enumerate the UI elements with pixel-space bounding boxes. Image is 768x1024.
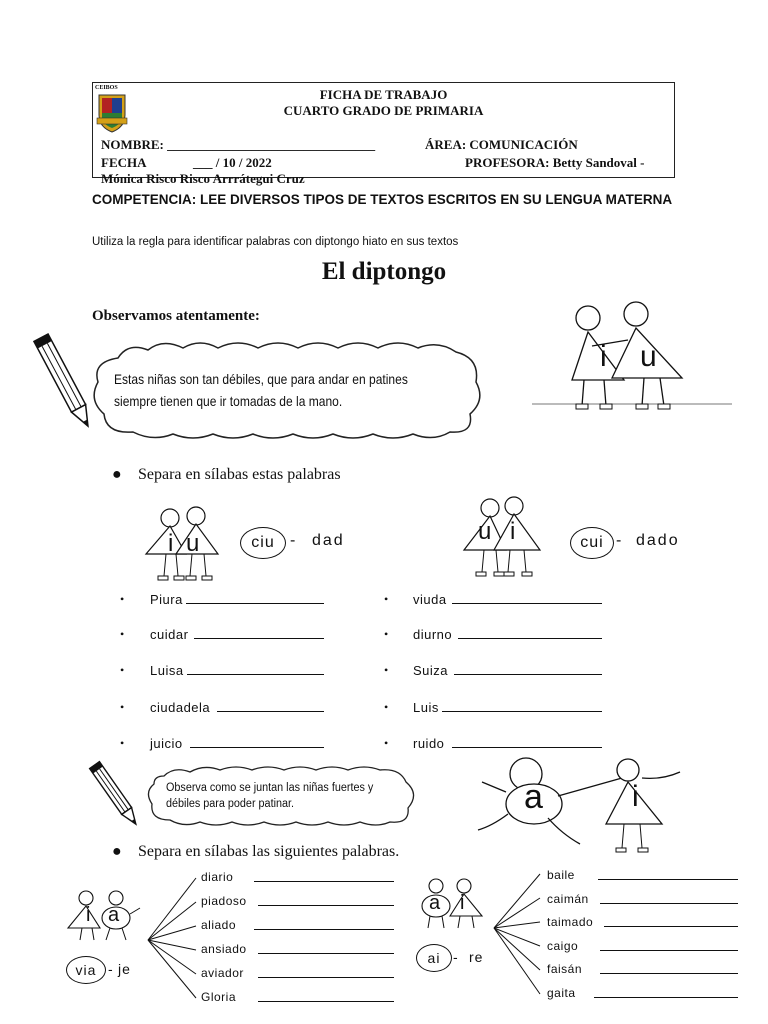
- list-bullet: •: [120, 627, 125, 641]
- list-item: diario: [201, 870, 234, 884]
- answer-line[interactable]: [458, 628, 602, 639]
- answer-line[interactable]: [452, 737, 602, 748]
- letter-i: i: [510, 518, 516, 545]
- answer-line[interactable]: [442, 701, 602, 712]
- word: Piura: [150, 592, 183, 607]
- page-title: El diptongo: [321, 258, 447, 285]
- list-item: baile: [547, 868, 575, 882]
- name-field-label: NOMBRE: ________________________________: [101, 137, 376, 152]
- answer-line[interactable]: [258, 991, 394, 1002]
- list-item: [413, 736, 444, 751]
- letter-u: u: [186, 530, 200, 557]
- crest-label: CEIBOS: [95, 85, 118, 91]
- answer-line[interactable]: [254, 919, 394, 930]
- answer-line[interactable]: [254, 871, 394, 882]
- syllable-dash: -: [453, 949, 458, 965]
- list-item: aviador: [201, 966, 244, 980]
- list-item: [150, 592, 183, 607]
- list-bullet: •: [384, 663, 389, 677]
- list-item: gaita: [547, 986, 576, 1000]
- answer-line[interactable]: [600, 940, 738, 951]
- syllable-oval: via: [66, 956, 106, 984]
- answer-line[interactable]: [598, 869, 738, 880]
- syllable-oval: ciu: [240, 527, 286, 559]
- answer-line[interactable]: [600, 963, 738, 974]
- letter-a: a: [108, 904, 120, 926]
- syllable-rest: dado: [636, 532, 680, 549]
- word: cuidar: [150, 627, 189, 642]
- list-bullet: •: [384, 700, 389, 714]
- girls-ui-illustration: [460, 494, 544, 580]
- list-item: [150, 700, 210, 715]
- letter-i: i: [460, 892, 465, 914]
- list-item: faisán: [547, 962, 583, 976]
- syllable-rest: re: [469, 949, 484, 965]
- syllable-dash: -: [616, 532, 622, 549]
- area-label: ÁREA: COMUNICACIÓN: [425, 137, 578, 152]
- word: Suiza: [413, 663, 449, 678]
- word: diurno: [413, 627, 453, 642]
- branch-lines: [144, 870, 200, 1004]
- answer-line[interactable]: [258, 967, 394, 978]
- girls-skating-illustration: [532, 296, 732, 418]
- list-item: [150, 736, 183, 751]
- answer-line[interactable]: [594, 987, 738, 998]
- date-label: FECHA: [101, 155, 147, 170]
- worksheet-title: FICHA DE TRABAJO: [319, 87, 448, 102]
- answer-line[interactable]: [186, 593, 324, 604]
- cloud-text: Observa como se juntan las niñas fuertes y débiles para poder patinar.: [166, 782, 374, 810]
- syllable-dash: -: [108, 961, 113, 977]
- list-item: caimán: [547, 892, 589, 906]
- worksheet-grade: CUARTO GRADO DE PRIMARIA: [283, 103, 484, 118]
- list-item: [413, 700, 439, 715]
- skaters-illustration: [472, 752, 696, 856]
- answer-line[interactable]: [454, 664, 602, 675]
- list-bullet: •: [384, 627, 389, 641]
- syllable-rest: je: [118, 961, 131, 977]
- list-item: [413, 627, 452, 642]
- teacher-label: PROFESORA: Betty Sandoval -: [465, 155, 645, 170]
- list-item: Gloria: [201, 990, 237, 1004]
- letter-u: u: [640, 340, 657, 373]
- word: juicio: [150, 736, 183, 751]
- list-item: [413, 663, 448, 678]
- word: ciudadela: [150, 700, 211, 715]
- observe-label: Observamos atentamente:: [92, 308, 260, 324]
- syllable-rest: dad: [312, 532, 345, 549]
- list-item: [150, 627, 188, 642]
- second-teacher: Mónica Risco Risco Arrrátegui Cruz: [101, 171, 305, 186]
- section2-heading: Separa en sílabas las siguientes palabras.: [138, 843, 400, 860]
- section1-heading: Separa en sílabas estas palabras: [138, 466, 341, 483]
- word: Luis: [413, 700, 439, 715]
- pencil-icon: [34, 326, 94, 436]
- section2-bullet: ●: [112, 843, 122, 860]
- pencil-icon: [88, 754, 144, 834]
- answer-line[interactable]: [187, 664, 324, 675]
- list-bullet: •: [384, 736, 389, 750]
- answer-line[interactable]: [190, 737, 324, 748]
- list-item: taimado: [547, 915, 594, 929]
- word: ruido: [413, 736, 445, 751]
- answer-line[interactable]: [217, 701, 324, 712]
- girls-ai-illustration: [414, 876, 490, 934]
- date-value: ___ / 10 / 2022: [193, 155, 272, 170]
- letter-u: u: [478, 518, 492, 545]
- word: viuda: [413, 592, 447, 607]
- answer-line[interactable]: [258, 943, 394, 954]
- syllable-oval: ai: [416, 944, 452, 972]
- list-item: caigo: [547, 939, 579, 953]
- list-item: aliado: [201, 918, 237, 932]
- letter-i: i: [168, 530, 174, 557]
- letter-a: a: [429, 892, 441, 914]
- list-bullet: •: [384, 592, 389, 606]
- answer-line[interactable]: [452, 593, 602, 604]
- answer-line[interactable]: [600, 893, 738, 904]
- competencia-text: COMPETENCIA: LEE DIVERSOS TIPOS DE TEXTOS ESCRITOS EN SU LENGUA MATERNA: [92, 192, 673, 207]
- syllable-oval: cui: [570, 527, 614, 559]
- answer-line[interactable]: [258, 895, 394, 906]
- list-item: ansiado: [201, 942, 247, 956]
- branch-lines: [490, 866, 544, 1002]
- list-bullet: •: [120, 592, 125, 606]
- list-item: [150, 663, 184, 678]
- list-bullet: •: [120, 736, 125, 750]
- list-bullet: •: [120, 700, 125, 714]
- list-bullet: •: [120, 663, 125, 677]
- section1-bullet: ●: [112, 466, 122, 483]
- list-item: piadoso: [201, 894, 247, 908]
- girls-iu-illustration: [140, 504, 224, 584]
- list-item: [413, 592, 447, 607]
- answer-line[interactable]: [604, 916, 738, 927]
- word: Luisa: [150, 663, 184, 678]
- letter-i: i: [600, 340, 607, 373]
- letter-a: a: [524, 778, 543, 816]
- syllable-dash: -: [290, 532, 296, 549]
- girls-ia-illustration: [64, 888, 144, 946]
- answer-line[interactable]: [194, 628, 324, 639]
- instruction-text: Utiliza la regla para identificar palabras con diptongo hiato en sus textos: [92, 236, 459, 248]
- letter-i: i: [632, 780, 639, 813]
- cloud-text: Estas niñas son tan débiles, que para andar en patines siempre tienen que ir tomadas de la mano.: [114, 371, 408, 409]
- header-box: [92, 82, 675, 186]
- letter-i: i: [86, 904, 91, 926]
